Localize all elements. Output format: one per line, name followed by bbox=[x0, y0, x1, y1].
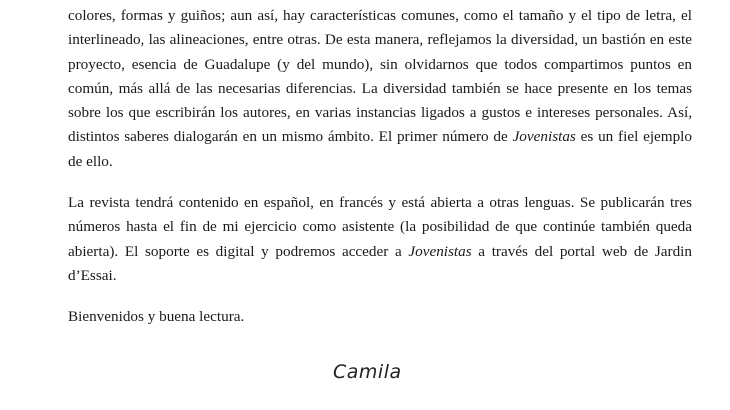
paragraph-diversity bbox=[68, 4, 692, 174]
paragraph-1-line-4: más allá de las necesarias diferencias. La diversidad también se hace presente en los temas sobre los que bbox=[68, 79, 693, 122]
paragraph-1-line-6-after: es un fiel ejemplo de ello. bbox=[68, 128, 692, 170]
paragraph-1-line-3: proyecto, esencia de Guadalupe (y del mundo), sin olvidarnos que todos compartimos puntos en común, bbox=[68, 55, 692, 97]
paragraph-1-line-2: interlineado, las alineaciones, entre otras. De esta manera, reflejamos la diversidad, un bastión en este bbox=[68, 31, 692, 49]
signature: Camila bbox=[333, 361, 402, 383]
paragraph-2-line-3-after: a través del portal web de Jardin d’Essai. bbox=[68, 242, 692, 284]
paragraph-welcome bbox=[68, 305, 692, 329]
paragraph-2-line-1: La revista tendrá contenido en español, en francés y está abierta a otras lenguas. Se publicarán tres bbox=[68, 194, 692, 212]
paragraph-2-line-2: números hasta el fin de mi ejercicio como asistente (la posibilidad de que continúe también queda abierta). bbox=[68, 218, 692, 260]
magazine-title-italic-2: Jovenistas bbox=[408, 242, 472, 260]
welcome-text: Bienvenidos y buena lectura. bbox=[68, 308, 245, 326]
paragraph-1-line-5: escribirán los autores, en varias instancias ligados a gustos e intereses personales. Así, distintos saberes bbox=[68, 104, 692, 146]
paragraph-1-line-1: colores, formas y guiños; aun así, hay características comunes, como el tamaño y el tipo de letra, el bbox=[68, 7, 692, 24]
magazine-title-italic: Jovenistas bbox=[512, 128, 576, 146]
paragraph-1-line-6-before: dialogarán en un mismo ámbito. El primer número de bbox=[173, 128, 513, 146]
document-body bbox=[68, 4, 692, 330]
paragraph-languages bbox=[68, 191, 692, 288]
paragraph-2-line-3-before: El soporte es digital y podremos acceder a bbox=[124, 242, 409, 260]
